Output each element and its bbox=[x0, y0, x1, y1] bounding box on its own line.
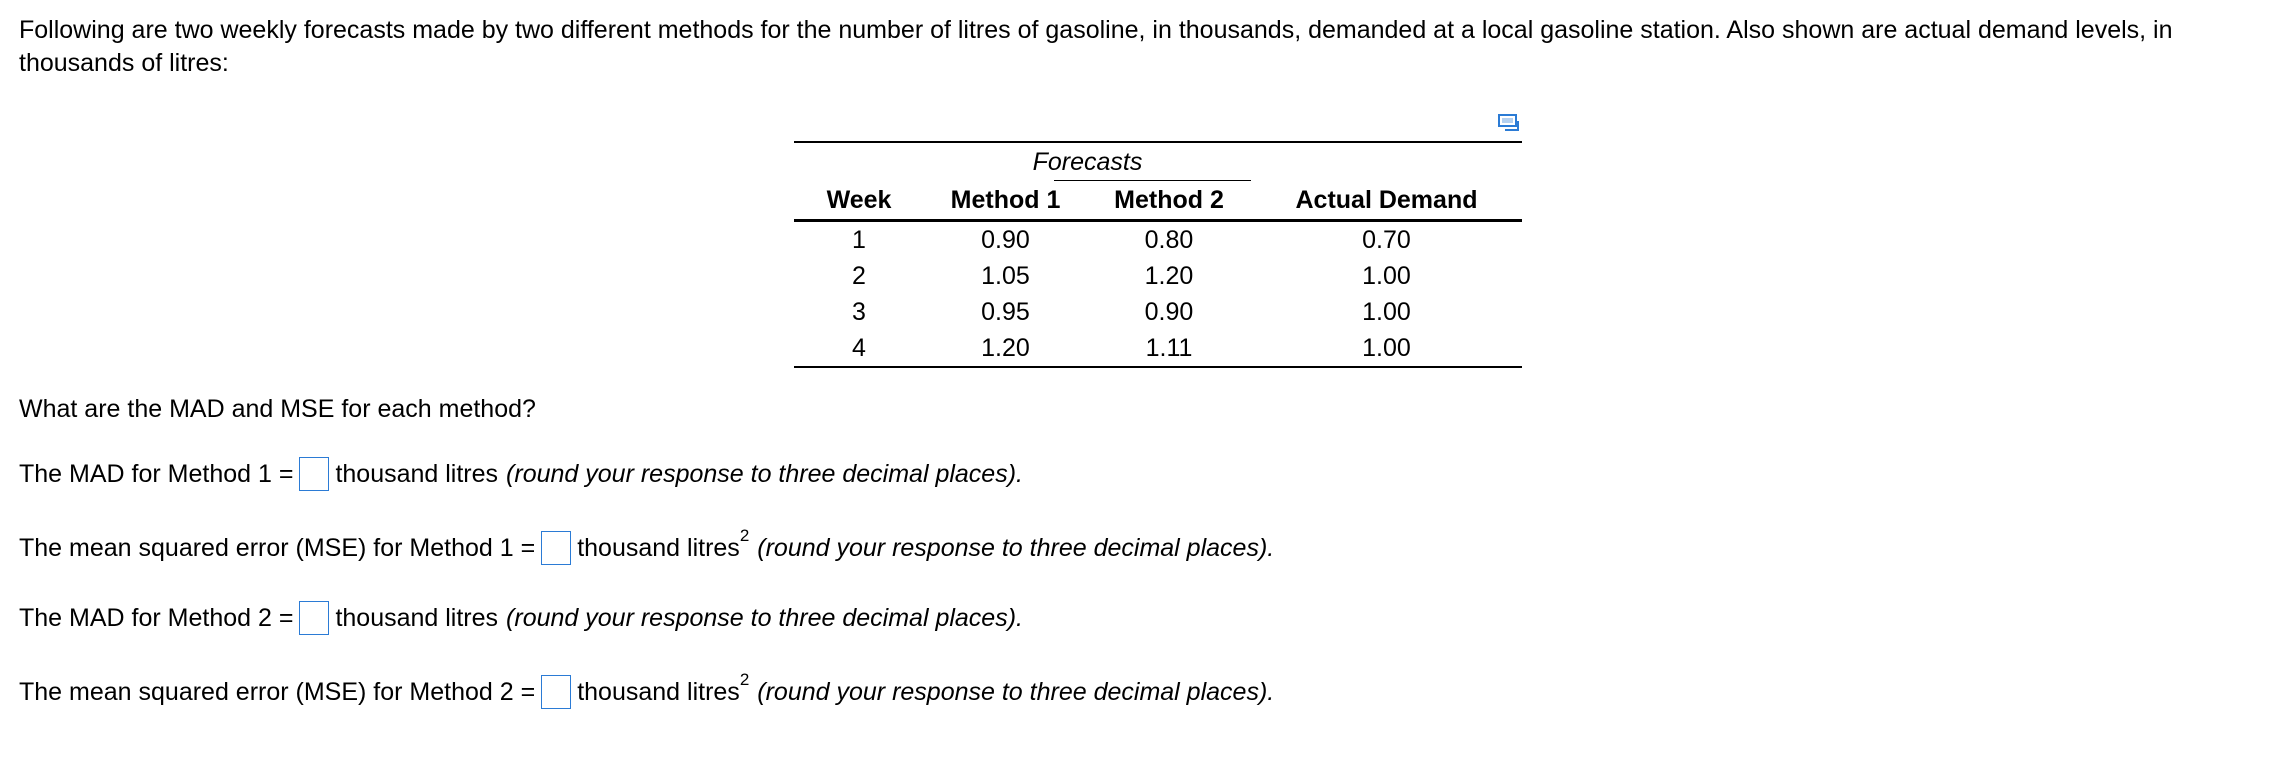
answer-unit: thousand litres bbox=[335, 604, 499, 632]
question-text: What are the MAD and MSE for each method? bbox=[19, 395, 536, 423]
answer-mse-method1 bbox=[19, 526, 1275, 567]
forecast-table bbox=[794, 141, 1522, 368]
cell-method2: 0.80 bbox=[1144, 226, 1194, 254]
unit-superscript: 2 bbox=[739, 670, 750, 689]
cell-method1: 1.05 bbox=[981, 262, 1030, 290]
answer-unit: thousand litres bbox=[577, 678, 740, 706]
mad-method2-input[interactable] bbox=[299, 601, 329, 635]
empty-header-cell bbox=[794, 142, 924, 181]
header-method1: Method 1 bbox=[924, 181, 1087, 221]
answer-prefix: The mean squared error (MSE) for Method 2 = bbox=[19, 678, 536, 706]
answer-prefix: The MAD for Method 2 = bbox=[19, 604, 294, 632]
unit-superscript: 2 bbox=[739, 526, 750, 545]
table-header-row bbox=[794, 181, 1522, 221]
header-method2: Method 2 bbox=[1087, 181, 1251, 221]
answer-unit: thousand litres bbox=[577, 534, 740, 562]
cell-method2: 0.90 bbox=[1144, 298, 1194, 326]
answer-note: (round your response to three decimal places). bbox=[757, 534, 1275, 562]
problem-intro: Following are two weekly forecasts made by two different methods for the number of litres of gasoline, in thousands, demanded at a local gasoline station. Also shown are actual demand levels, in thousands of litres: bbox=[19, 16, 2173, 77]
cell-week: 3 bbox=[852, 298, 866, 326]
cell-method1: 1.20 bbox=[981, 334, 1030, 362]
answer-note: (round your response to three decimal places). bbox=[757, 678, 1275, 706]
cell-actual: 0.70 bbox=[1362, 226, 1411, 254]
cell-week: 2 bbox=[852, 262, 866, 290]
expand-icon[interactable] bbox=[1497, 112, 1521, 136]
answer-mad-method1 bbox=[19, 455, 1023, 493]
mse-method2-input[interactable] bbox=[541, 675, 571, 709]
mse-method1-input[interactable] bbox=[541, 531, 571, 565]
empty-header-cell bbox=[1251, 142, 1522, 181]
answer-mse-method2 bbox=[19, 670, 1275, 711]
forecasts-label: Forecasts bbox=[1032, 148, 1143, 176]
cell-week: 4 bbox=[852, 334, 866, 362]
cell-actual: 1.00 bbox=[1362, 334, 1411, 362]
forecasts-group-header bbox=[924, 142, 1251, 181]
header-week: Week bbox=[794, 181, 924, 221]
answer-note: (round your response to three decimal places). bbox=[506, 604, 1023, 632]
cell-method2: 1.11 bbox=[1145, 334, 1193, 362]
cell-method1: 0.90 bbox=[981, 226, 1030, 254]
answer-note: (round your response to three decimal places). bbox=[506, 460, 1023, 488]
answer-unit: thousand litres bbox=[335, 460, 499, 488]
answer-prefix: The MAD for Method 1 = bbox=[19, 460, 294, 488]
cell-actual: 1.00 bbox=[1362, 262, 1411, 290]
cell-method2: 1.20 bbox=[1144, 262, 1194, 290]
cell-week: 1 bbox=[852, 226, 866, 254]
answer-mad-method2 bbox=[19, 599, 1023, 637]
header-actual-demand: Actual Demand bbox=[1251, 181, 1522, 221]
table-row bbox=[794, 221, 1522, 259]
mad-method1-input[interactable] bbox=[299, 457, 329, 491]
table-row bbox=[794, 258, 1522, 294]
cell-actual: 1.00 bbox=[1362, 298, 1411, 326]
answer-prefix: The mean squared error (MSE) for Method 1 = bbox=[19, 534, 536, 562]
table-group-header-row bbox=[794, 142, 1522, 181]
table-row bbox=[794, 330, 1522, 367]
table-row bbox=[794, 294, 1522, 330]
cell-method1: 0.95 bbox=[981, 298, 1030, 326]
